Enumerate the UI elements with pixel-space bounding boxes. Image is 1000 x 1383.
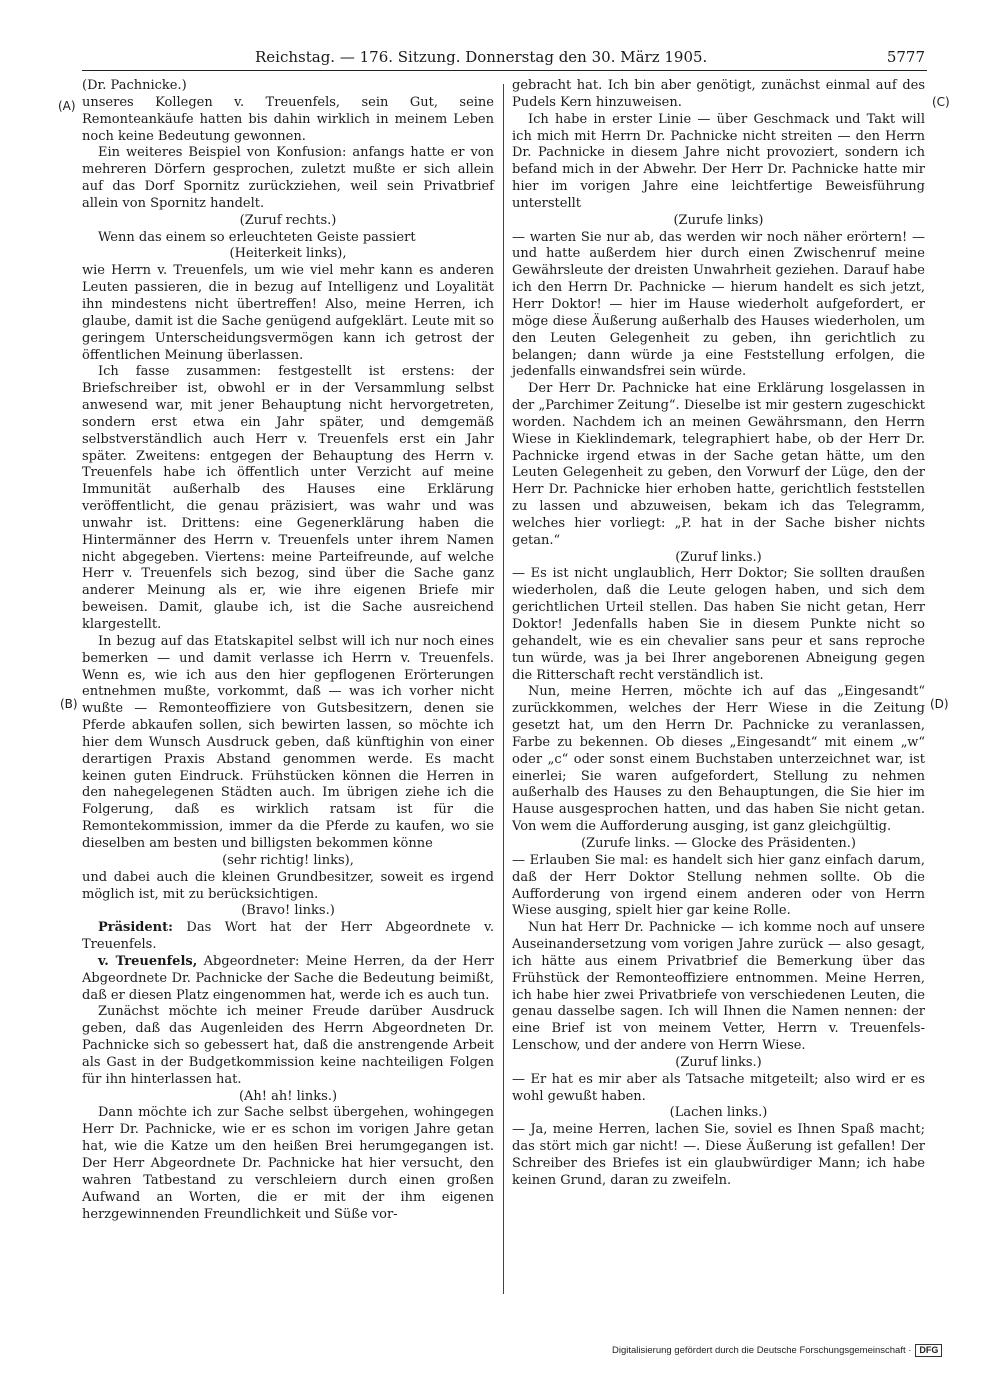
paragraph-text: Ich fasse zusammen: festgestellt ist erstens: der Briefschreiber ist, obwohl er in der Versammlung selbst anwesend war, mit jener Behauptung nicht hervorgetreten, sondern erst etwa ein Jahr später, und demgemäß selbstverständlich auch Herr v. Treuenfels erst ein Jahr später. Zweitens: entgegen der Behauptung des Herrn v. Treuenfels habe ich öffentlich unter Verzicht auf meine Immunität außerhalb des Hauses eine Erklärung veröffentlicht, die genau präzisiert, was wahr und was unwahr ist. Drittens: eine Gegenerklärung haben die Hintermänner des Herrn v. Treuenfels unter ihrem Namen nicht abgegeben. Viertens: meine Parteifreunde, auf welche Herr v. Treuenfels sich bezog, sind über die Sache ganz anderer Meinung als er, wie ihre eigenen Briefe mir beweisen. Damit, glaube ich, ist die Sache ausreichend klargestellt. (82, 364, 494, 632)
paragraph-text: In bezug auf das Etatskapitel selbst will ich nur noch eines bemerken — und damit verlasse ich Herrn v. Treuenfels. Wenn es, wie ich aus den hier gepflogenen Erörterungen entnehmen mußte, vorkommt, daß — was ich vorher nicht wußte — Remonteoffiziere von Gutsbesitzern, denen sie Pferde abkaufen sollen, sich bewirten lassen, so möchte ich hier dem Wunsch Ausdruck geben, daß künftighin von einer derartigen Praxis Abstand genommen werde. Es macht keinen guten Eindruck. Frühstücken können die Herren in den nahegelegenen Städten auch. Im übrigen ziehe ich die Folgerung, daß es wirklich ratsam ist für die Remontekommission, immer da die Pferde zu kaufen, wo sie dieselben am besten und billigsten bekommen könne (82, 633, 494, 851)
interjection (82, 903, 494, 920)
speaker-paragraph (82, 954, 494, 1005)
paragraph (82, 263, 494, 364)
paragraph-text: Der Herr Dr. Pachnicke hat eine Erklärung losgelassen in der „Parchimer Zeitung“. Dieselbe ist mir gestern zugeschickt worden. Nachdem ich an meinen Gewährsmann, den Herrn Wiese in Kieklindemark, telegraphiert habe, ob der Herr Dr. Pachnicke irgend etwas in der Sache getan hätte, um den Leuten Gelegenheit zu geben, den Vorwurf der Lüge, den der Herr Dr. Pachnicke hier erhoben hatte, gerichtlich feststellen zu lassen und abzuweisen, bekam ich das Telegramm, welches hier vorliegt: „P. hat in der Sache bisher nichts getan.“ (512, 381, 925, 548)
paragraph-text: — Es ist nicht unglaublich, Herr Doktor; Sie sollten draußen wiederholen, daß die Leute gelogen haben, und sich dem gerichtlichen Urteil stellen. Das haben Sie nicht getan, Herr Doktor! Jedenfalls haben Sie in diesem Punkte nicht so gehandelt, wie es ein chevalier sans peur et sans reproche tun würde, was ja bei Ihrer angeborenen Abneigung gegen die Ritterschaft recht verständlich ist. (512, 566, 925, 683)
left-column (82, 78, 494, 1223)
paragraph (82, 230, 494, 247)
paragraph (82, 1004, 494, 1088)
interjection (512, 836, 925, 853)
paragraph (512, 566, 925, 684)
interjection (512, 1055, 925, 1072)
margin-mark-d: (D) (930, 697, 949, 711)
interjection (512, 1105, 925, 1122)
paragraph-text: Dann möchte ich zur Sache selbst übergehen, wohingegen Herr Dr. Pachnicke, wie er es schon im vorigen Jahre getan hat, wie die Katze um den heißen Brei herumgegangen ist. Der Herr Abgeordnete Dr. Pachnicke hat hier versucht, den wahren Tatbestand zu verschleiern durch einen großen Aufwand an Worten, die er mit der ihm eigenen herzgewinnenden Freundlichkeit und Süße vor- (82, 1105, 494, 1222)
paragraph-text: (Zuruf links.) (675, 1054, 762, 1070)
paragraph (512, 78, 925, 112)
column-divider (503, 84, 504, 1294)
speaker-name: v. Treuenfels, (98, 953, 198, 969)
paragraph-text: (Dr. Pachnicke.) (82, 78, 187, 93)
paragraph-text: Nun hat Herr Dr. Pachnicke — ich komme noch auf unsere Auseinandersetzung vom vorigen Jahre zurück — also gesagt, ich hätte aus einem Privatbrief die Bemerkung über das Frühstück der Remonteoffiziere entnommen. Meine Herren, ich habe hier zwei Privatbriefe von verschiedenen Leuten, die genau dasselbe sagen. Ich will Ihnen die Namen nennen: der eine Brief ist von meinem Vetter, Herrn v. Treuenfels-Lenschow, und der andere von Herrn Wiese. (512, 920, 925, 1054)
interjection (82, 853, 494, 870)
paragraph-text: Zunächst möchte ich meiner Freude darüber Ausdruck geben, daß das Augenleiden des Herrn Abgeordneten Dr. Pachnicke sich so gebessert hat, daß die anstrengende Arbeit als Gast in der Budgetkommission keine nachteiligen Folgen für ihn hinterlassen hat. (82, 1004, 494, 1087)
paragraph (512, 112, 925, 213)
paragraph-text: Nun, meine Herren, möchte ich auf das „Eingesandt“ zurückkommen, welches der Herr Wiese in die Zeitung gesetzt hat, um den Herrn Dr. Pachnicke zu veranlassen, Farbe zu bekennen. Ob dieses „Eingesandt“ mit einem „w“ oder „c“ oder sonst einem Buchstaben unterzeichnet war, ist einerlei; Sie waren aufgefordert, Stellung zu nehmen außerhalb des Hauses zu den Behauptungen, die Sie hier im Hause ausgesprochen hatten, und das haben Sie nicht getan. Von wem die Aufforderung ausging, ist ganz gleichgültig. (512, 684, 925, 835)
paragraph-text: unseres Kollegen v. Treuenfels, sein Gut, seine Remonteankäufe hatten bis dahin wirklich in meinem Leben noch keine Bedeutung gewonnen. (82, 94, 494, 144)
paragraph (82, 364, 494, 634)
interjection (512, 550, 925, 567)
paragraph-text: Ich habe in erster Linie — über Geschmack und Takt will ich mich mit Herrn Dr. Pachnicke nicht streiten — den Herrn Dr. Pachnicke in diesem Jahre nicht provoziert, sondern ich befand mich in der Abwehr. Der Herr Dr. Pachnicke hatte mir hier im vorigen Jahre eine leichtfertige Beweisführung unterstellt (512, 111, 925, 211)
paragraph-text: — Ja, meine Herren, lachen Sie, soviel es Ihnen Spaß macht; das stört mich gar nicht! —. Diese Äußerung ist gefallen! Der Schreiber des Briefes ist ein glaubwürdiger Mann; ich habe keinen Grund, daran zu zweifeln. (512, 1122, 925, 1188)
paragraph (512, 1122, 925, 1189)
margin-mark-c: (C) (932, 95, 950, 109)
paragraph-text: — Er hat es mir aber als Tatsache mitgeteilt; also wird er es wohl gewußt haben. (512, 1071, 925, 1104)
paragraph-text: Das Wort hat der Herr Abgeordnete v. Treuenfels. (82, 920, 494, 953)
paragraph-text: (Heiterkeit links), (229, 246, 347, 262)
header-rule (82, 70, 927, 71)
paragraph (512, 381, 925, 549)
interjection (82, 1089, 494, 1106)
header-title: Reichstag. — 176. Sitzung. Donnerstag den 30. März 1905. (255, 48, 708, 66)
margin-mark-a: (A) (58, 99, 76, 113)
paragraph (82, 634, 494, 853)
speaker-paragraph (82, 920, 494, 954)
paragraph-text: — Erlauben Sie mal: es handelt sich hier ganz einfach darum, daß der Herr Doktor Stellung nehmen sollte. Ob die Aufforderung von irgend einem anderen oder von Herrn Wiese ausging, spielt hier gar keine Rolle. (512, 852, 925, 919)
footer (612, 1344, 974, 1357)
paragraph-text: (Zurufe links) (673, 212, 764, 228)
paragraph (82, 1105, 494, 1223)
paragraph-text: gebracht hat. Ich bin aber genötigt, zunächst einmal auf des Pudels Kern hinzuweisen. (512, 78, 925, 110)
paragraph-text: (Zuruf links.) (675, 549, 762, 565)
paragraph (82, 870, 494, 904)
paragraph-text: (Zuruf rechts.) (239, 212, 337, 228)
paragraph-text: (Bravo! links.) (241, 903, 335, 919)
interjection (82, 213, 494, 230)
paragraph (82, 145, 494, 212)
paragraph-text: Ein weiteres Beispiel von Konfusion: anfangs hatte er von mehreren Dörfern gesprochen, zuletzt mußte er sich allein auf das Dorf Spornitz zurückziehen, weil sein Privatbrief allein von Spornitz handelt. (82, 145, 494, 211)
paragraph-text: (Zurufe links. — Glocke des Präsidenten.) (581, 835, 856, 851)
paragraph (512, 920, 925, 1055)
paragraph-text: Abgeordneter: Meine Herren, da der Herr Abgeordnete Dr. Pachnicke der Sache die Bedeutung beimißt, daß er diesen Platz eingenommen hat, werde ich es auch tun. (82, 953, 495, 1003)
paragraph-text: (sehr richtig! links), (222, 852, 354, 868)
speaker-name: Präsident: (98, 920, 173, 936)
paragraph-text: (Lachen links.) (669, 1105, 768, 1121)
paragraph-text: und dabei auch die kleinen Grundbesitzer, soweit es irgend möglich ist, mit zu berücksichtigen. (82, 869, 494, 902)
interjection (512, 213, 925, 230)
interjection (82, 246, 494, 263)
paragraph (512, 230, 925, 382)
margin-mark-b: (B) (60, 697, 78, 711)
paragraph-text: Wenn das einem so erleuchteten Geiste passiert (98, 229, 416, 245)
right-column (512, 78, 925, 1190)
footer-credit: Digitalisierung gefördert durch die Deutsche Forschungsgemeinschaft · (612, 1345, 912, 1357)
paragraph (512, 853, 925, 920)
dfg-logo: DFG (915, 1344, 942, 1357)
paragraph-text: (Ah! ah! links.) (238, 1088, 338, 1104)
page-number: 5777 (886, 48, 925, 66)
paragraph (82, 95, 494, 146)
paragraph-text: — warten Sie nur ab, das werden wir noch näher erörtern! — und hatte außerdem hier durch einen Zwischenruf meine Gewährsleute der dreisten Unwahrheit geziehen. Darauf habe ich den Herrn Dr. Pachnicke — hierum handelt es sich jetzt, Herr Doktor! — hier im Hause wiederholt aufgefordert, er möge diese Äußerung außerhalb des Hauses wiederholen, um den Leuten Gelegenheit zu geben, ihn gerichtlich zu belangen; dann würde ja eine Feststellung erfolgen, die jedenfalls einwandsfrei sein würde. (512, 229, 925, 380)
paragraph (512, 1072, 925, 1106)
paragraph (82, 78, 494, 95)
paragraph-text: wie Herrn v. Treuenfels, um wie viel mehr kann es anderen Leuten passieren, die in bezug auf Intelligenz und Loyalität ihn mindestens nicht übertreffen! Also, meine Herren, ich glaube, damit ist die Sache genügend aufgeklärt. Leute mit so geringem Unterscheidungsvermögen kann ich getrost der öffentlichen Meinung überlassen. (82, 263, 494, 363)
paragraph (512, 684, 925, 836)
